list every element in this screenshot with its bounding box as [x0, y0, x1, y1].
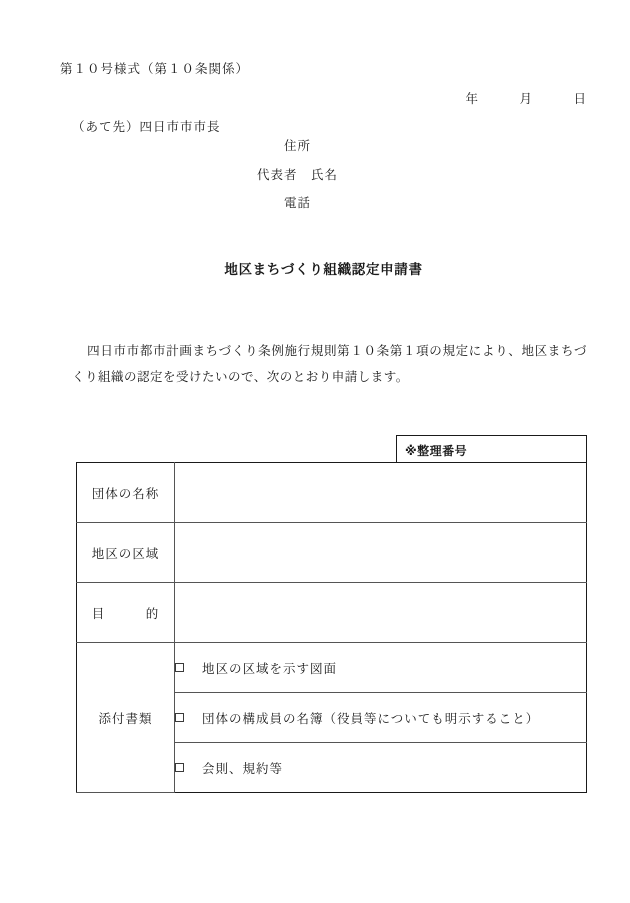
- attachment-item-3[interactable]: [175, 743, 587, 793]
- attachment-item-1-label: 地区の区域を示す図面: [202, 660, 338, 676]
- checkbox-icon[interactable]: [175, 713, 184, 722]
- row-label-purpose: 目 的: [77, 583, 175, 643]
- addressee-line: （あて先）四日市市市長: [72, 119, 221, 134]
- applicant-telephone-label: 電話: [283, 195, 311, 210]
- attachment-item-1[interactable]: [175, 643, 587, 693]
- form-number-label: 第１０号様式（第１０条関係）: [60, 61, 250, 76]
- row-label-district-area: 地区の区域: [77, 523, 175, 583]
- checkbox-icon[interactable]: [175, 763, 184, 772]
- table-row-district-area: [77, 523, 587, 583]
- application-table: [76, 462, 587, 793]
- reference-number-label: ※整理番号: [405, 444, 468, 458]
- table-row-attachment-1: [77, 643, 587, 693]
- table-row-purpose: [77, 583, 587, 643]
- body-paragraph: [72, 338, 587, 391]
- attachment-item-2[interactable]: [175, 693, 587, 743]
- attachment-item-2-label: 団体の構成員の名簿（役員等についても明示すること）: [202, 710, 540, 726]
- checkbox-icon[interactable]: [175, 663, 184, 672]
- reference-number-box: [396, 435, 587, 462]
- document-title: 地区まちづくり組織認定申請書: [224, 262, 423, 278]
- body-paragraph-line-1: 四日市市都市計画まちづくり条例施行規則第１０条第１項の規定により、地区まちづ: [87, 343, 587, 358]
- row-value-district-area[interactable]: [175, 523, 587, 583]
- row-value-purpose[interactable]: [175, 583, 587, 643]
- body-paragraph-line-2: くり組織の認定を受けたいので、次のとおり申請します。: [72, 369, 409, 385]
- date-line: 年 月 日: [465, 91, 587, 106]
- applicant-address-label: 住所: [283, 138, 311, 153]
- row-label-attachments: 添付書類: [77, 643, 175, 793]
- applicant-block: [60, 140, 587, 226]
- row-label-organization-name: 団体の名称: [77, 463, 175, 523]
- table-row-organization-name: [77, 463, 587, 523]
- applicant-representative-name-label: 代表者 氏名: [256, 166, 338, 182]
- row-value-organization-name[interactable]: [175, 463, 587, 523]
- attachment-item-3-label: 会則、規約等: [202, 760, 284, 776]
